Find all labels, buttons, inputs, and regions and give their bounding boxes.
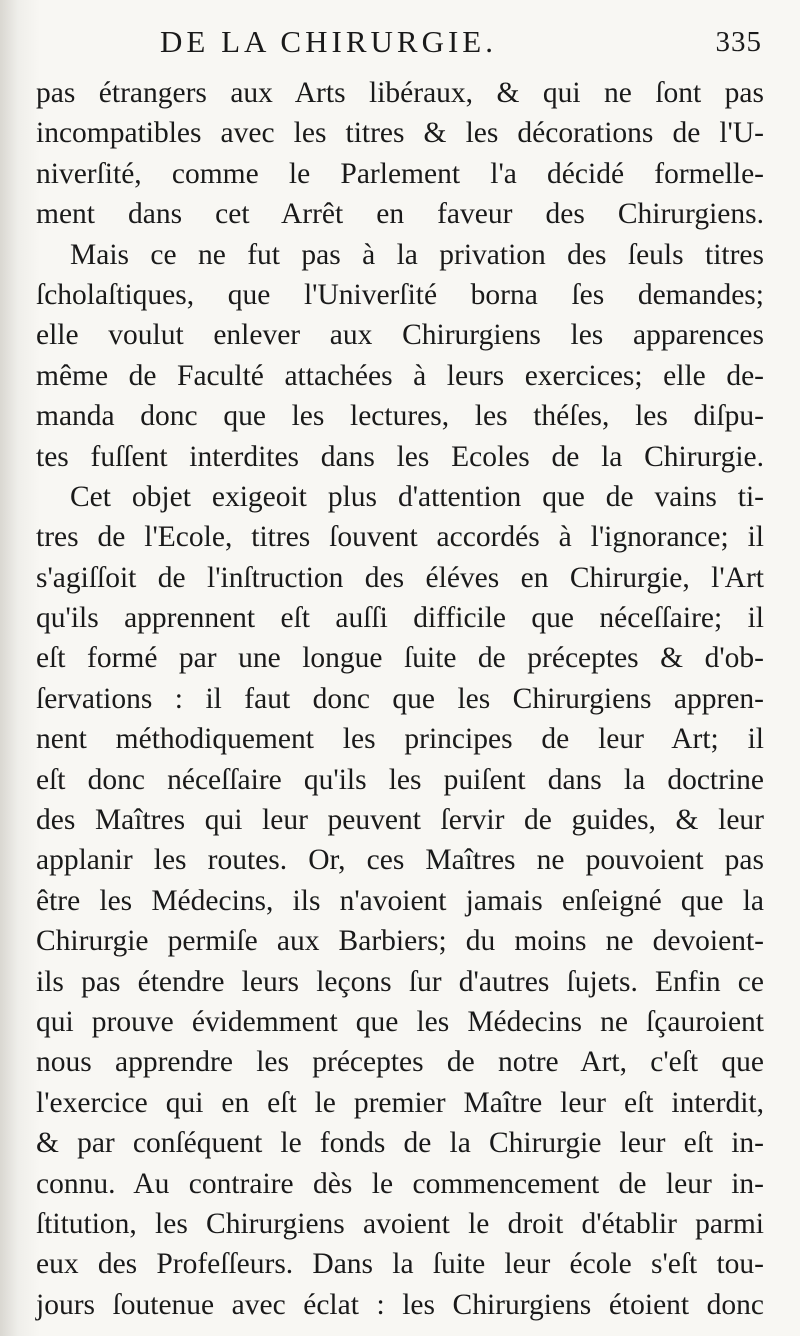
running-head: DE LA CHIRURGIE. (160, 24, 497, 59)
text-line: ſervations : il faut donc que les Chirurgiens appren- (36, 682, 764, 715)
text-line: eſt donc néceſſaire qu'ils les puiſent dans la doctrine (36, 763, 764, 796)
text-line: des Maîtres qui leur peuvent ſervir de guides, & leur (36, 804, 764, 837)
text-line: l'exercice qui en eſt le premier Maître leur eſt interdit, (36, 1086, 764, 1119)
text-line: pas étrangers aux Arts libéraux, & qui ne ſont pas (36, 77, 764, 109)
text-line: nent méthodiquement les principes de leur Art; il (36, 723, 764, 756)
body-text (36, 73, 764, 1325)
text-line: eux des Profeſſeurs. Dans la ſuite leur école s'eſt tou- (36, 1248, 764, 1281)
text-line: s'agiſſoit de l'inſtruction des éléves en Chirurgie, l'Art (36, 561, 764, 594)
text-line: qu'ils apprennent eſt auſſi difficile que néceſſaire; il (36, 602, 764, 635)
text-line: Mais ce ne fut pas à la privation des ſeuls titres (70, 238, 764, 271)
text-line: niverſité, comme le Parlement l'a décidé formelle- (36, 157, 764, 190)
text-line: tes fuſſent interdites dans les Ecoles de la Chirurgie. (36, 440, 764, 473)
text-line: ſtitution, les Chirurgiens avoient le droit d'établir parmi (36, 1207, 764, 1240)
text-line: qui prouve évidemment que les Médecins ne ſçauroient (36, 1005, 764, 1038)
text-line: ils pas étendre leurs leçons ſur d'autres ſujets. Enfin ce (36, 965, 764, 998)
text-line: jours ſoutenue avec éclat : les Chirurgiens étoient donc (36, 1288, 764, 1321)
text-line: Cet objet exigeoit plus d'attention que de vains ti- (70, 480, 764, 513)
text-line: ſcholaſtiques, que l'Univerſité borna ſes demandes; (36, 278, 764, 311)
text-line: applanir les routes. Or, ces Maîtres ne pouvoient pas (36, 844, 764, 877)
text-line: manda donc que les lectures, les théſes, les diſpu- (36, 400, 764, 433)
text-line: tres de l'Ecole, titres ſouvent accordés à l'ignorance; il (36, 521, 764, 554)
page-number: 335 (715, 26, 762, 58)
text-line: Chirurgie permiſe aux Barbiers; du moins ne devoient- (36, 925, 764, 958)
text-line: ment dans cet Arrêt en faveur des Chirurgiens. (36, 198, 764, 231)
text-line: incompatibles avec les titres & les décorations de l'U- (36, 117, 764, 150)
text-line: même de Faculté attachées à leurs exercices; elle de- (36, 359, 764, 392)
text-line: eſt formé par une longue ſuite de préceptes & d'ob- (36, 642, 764, 675)
text-line: elle voulut enlever aux Chirurgiens les apparences (36, 319, 764, 352)
page-header (0, 24, 800, 74)
text-line: & par conſéquent le fonds de la Chirurgie leur eſt in- (36, 1127, 764, 1160)
text-line: nous apprendre les préceptes de notre Art, c'eſt que (36, 1046, 764, 1079)
text-line: connu. Au contraire dès le commencement de leur in- (36, 1167, 764, 1200)
text-line: être les Médecins, ils n'avoient jamais enſeigné que la (36, 884, 764, 917)
